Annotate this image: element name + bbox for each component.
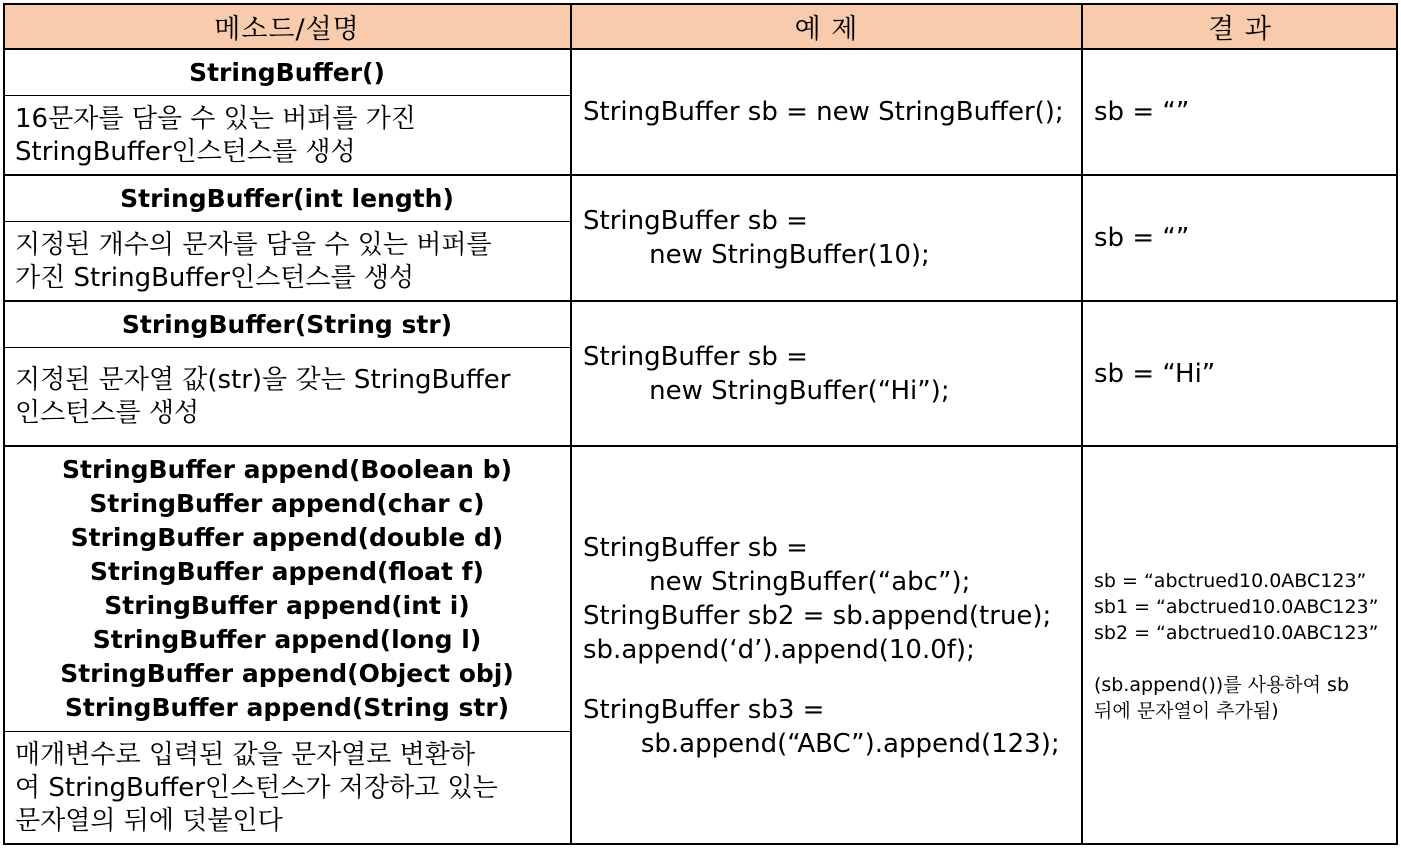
code-line: StringBuffer sb3 = — [583, 694, 825, 725]
code-line: sb.append(‘d’).append(10.0f); — [583, 634, 975, 665]
border-right — [1396, 3, 1398, 845]
method-title: StringBuffer() — [189, 58, 385, 87]
desc-line: 문자열의 뒤에 덧붙인다 — [15, 806, 283, 836]
border-col — [570, 3, 572, 845]
example-code — [571, 301, 1082, 446]
method-title: StringBuffer append(float f) — [90, 557, 484, 586]
code-line: new StringBuffer(“Hi”); — [583, 375, 950, 406]
method-title: StringBuffer(String str) — [121, 310, 453, 339]
method-title: StringBuffer append(char c) — [89, 489, 485, 518]
header-example: 예 제 — [571, 3, 1082, 49]
border-col — [1081, 3, 1083, 845]
result-line: sb2 = “abctrued10.0ABC123” — [1094, 621, 1379, 644]
method-description — [3, 96, 571, 175]
code-line: StringBuffer sb2 = sb.append(true); — [583, 600, 1052, 631]
result-line: sb1 = “abctrued10.0ABC123” — [1094, 595, 1379, 618]
result-line: sb = “abctrued10.0ABC123” — [1094, 569, 1367, 592]
method-title-list — [3, 446, 571, 732]
method-description — [3, 348, 571, 446]
result-value — [1082, 49, 1398, 175]
desc-line: 여 StringBuffer인스턴스가 저장하고 있는 — [15, 773, 498, 803]
example-code — [571, 446, 1082, 845]
border-top — [3, 3, 1398, 5]
code-line: StringBuffer sb = — [583, 341, 808, 372]
border-subrow — [3, 95, 571, 96]
border-subrow — [3, 221, 571, 222]
result-spacer — [1094, 646, 1386, 672]
result-value — [1082, 446, 1398, 845]
desc-line: 매개변수로 입력된 값을 문자열로 변환하 — [15, 740, 476, 770]
result-value — [1082, 301, 1398, 446]
method-table — [3, 3, 1398, 845]
border-bottom — [3, 843, 1398, 845]
border-row — [3, 300, 1398, 302]
code-line: new StringBuffer(“abc”); — [583, 566, 971, 597]
desc-line: 지정된 개수의 문자를 담을 수 있는 버퍼를 — [15, 229, 492, 260]
example-code — [571, 49, 1082, 175]
border-subrow — [3, 731, 571, 732]
method-title: StringBuffer append(String str) — [64, 693, 510, 722]
border-subrow — [3, 347, 571, 348]
result-line: sb = “” — [1094, 223, 1190, 253]
desc-line: StringBuffer인스턴스를 생성 — [15, 136, 356, 167]
method-title: StringBuffer append(Object obj) — [60, 659, 514, 688]
method-description — [3, 222, 571, 301]
border-row — [3, 445, 1398, 447]
result-line: sb = “Hi” — [1094, 358, 1216, 389]
header-result: 결 과 — [1082, 3, 1398, 49]
desc-line: 16문자를 담을 수 있는 버퍼를 가진 — [15, 103, 416, 134]
method-description — [3, 732, 571, 845]
method-title: StringBuffer append(int i) — [104, 591, 470, 620]
desc-line: 지정된 문자열 값(str)을 갖는 StringBuffer — [15, 365, 511, 395]
method-title: StringBuffer append(double d) — [70, 523, 504, 552]
border-header — [3, 48, 1398, 50]
code-line: StringBuffer sb = new StringBuffer(); — [583, 97, 1064, 127]
result-line: sb = “” — [1094, 97, 1190, 127]
result-value — [1082, 175, 1398, 301]
method-title: StringBuffer append(Boolean b) — [62, 455, 512, 484]
code-line: StringBuffer sb = — [583, 532, 808, 563]
code-line: StringBuffer sb = — [583, 206, 808, 236]
border-left — [3, 3, 5, 845]
desc-line: 인스턴스를 생성 — [15, 398, 200, 428]
border-row — [3, 174, 1398, 176]
example-code — [571, 175, 1082, 301]
result-line: 뒤에 문자열이 추가됨) — [1094, 699, 1279, 722]
code-line: new StringBuffer(10); — [583, 240, 930, 270]
desc-line: 가진 StringBuffer인스턴스를 생성 — [15, 262, 415, 293]
method-title: StringBuffer append(long l) — [92, 625, 482, 654]
header-method: 메소드/설명 — [3, 3, 571, 49]
result-line: (sb.append())를 사용하여 sb — [1094, 673, 1350, 696]
code-line: sb.append(“ABC”).append(123); — [583, 728, 1060, 759]
code-spacer — [583, 667, 1070, 693]
method-title: StringBuffer(int length) — [120, 184, 454, 213]
